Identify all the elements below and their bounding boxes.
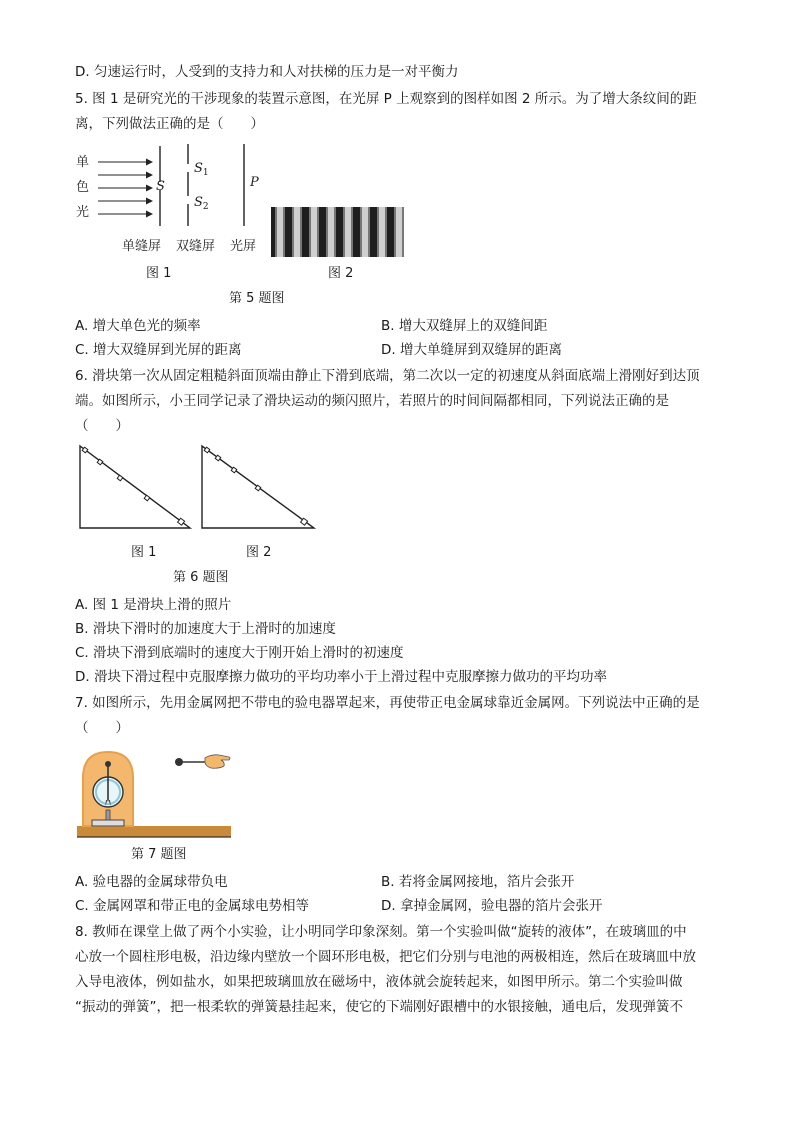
q6-stem-line1: 6. 滑块第一次从固定粗糙斜面顶端由静止下滑到底端，第二次以一定的初速度从斜面底端上滑刚好到达顶 [75,368,700,384]
label-p: P [250,175,259,190]
q5-figure1-apparatus [72,142,272,254]
q5-option-c: C. 增大双缝屏到光屏的距离 [75,342,242,358]
electroscope-knob [105,761,111,767]
q6-figure2-incline [200,444,320,530]
light-char-1: 单 [76,155,90,170]
q8-stem-line3: 入导电液体，例如盐水，如果把玻璃皿放在磁场中，液体就会旋转起来，如图甲所示。第二个实验叫做 [75,974,683,990]
q5-option-d: D. 增大单缝屏到双缝屏的距离 [381,342,562,358]
q5-option-a: A. 增大单色光的频率 [75,318,201,334]
light-char-3: 光 [76,205,90,220]
q5-fig1-caption: 图 1 [146,266,172,281]
q8-stem-line2: 心放一个圆柱形电极，沿边缘内壁放一个圆环形电极，把它们分别与电池的两极相连，然后在玻璃皿中放 [75,949,696,965]
q7-option-b: B. 若将金属网接地，箔片会张开 [381,874,575,890]
charged-metal-ball [175,755,230,768]
q6-option-b: B. 滑块下滑时的加速度大于上滑时的加速度 [75,621,336,637]
q7-figure-electroscope [75,744,233,840]
label-s2: $S_2$ [194,195,209,212]
q7-option-d: D. 拿掉金属网，验电器的箔片会张开 [381,898,603,914]
q6-figure1-incline [78,444,194,530]
q7-figure-title: 第 7 题图 [131,847,187,862]
q8-stem-line4: “振动的弹簧”，把一根柔软的弹簧悬挂起来，使它的下端刚好跟槽中的水银接触，通电后，发现弹簧不 [75,999,683,1015]
q6-option-d: D. 滑块下滑过程中克服摩擦力做功的平均功率小于上滑过程中克服摩擦力做功的平均功率 [75,669,607,685]
q7-option-c: C. 金属网罩和带正电的金属球电势相等 [75,898,310,914]
q6-stem-line2: 端。如图所示，小王同学记录了滑块运动的频闪照片，若照片的时间间隔都相同，下列说法正确的是 [75,393,669,409]
q5-option-b: B. 增大双缝屏上的双缝间距 [381,318,548,334]
q5-stem-line2: 离，下列做法正确的是（ ） [75,116,264,132]
q4-option-d: D. 匀速运行时，人受到的支持力和人对扶梯的压力是一对平衡力 [75,64,459,80]
label-s1: $S_1$ [194,161,209,178]
q6-option-c: C. 滑块下滑到底端时的速度大于刚开始上滑时的初速度 [75,645,404,661]
q7-stem-line2: （ ） [75,720,129,736]
label-double-slit-screen: 双缝屏 [176,239,216,254]
q6-fig2-caption: 图 2 [246,545,272,560]
q5-figure-title: 第 5 题图 [229,291,285,306]
label-light-screen: 光屏 [230,239,257,254]
label-s: S [156,179,165,194]
q7-option-a: A. 验电器的金属球带负电 [75,874,228,890]
light-char-2: 色 [76,180,90,195]
label-single-slit-screen: 单缝屏 [122,239,162,254]
q6-stem-line3: （ ） [75,418,129,434]
q5-stem-line1: 5. 图 1 是研究光的干涉现象的装置示意图，在光屏 P 上观察到的图样如图 2 所示。为了增大条纹间的距 [75,91,697,107]
q8-stem-line1: 8. 教师在课堂上做了两个小实验，让小明同学印象深刻。第一个实验叫做“旋转的液体”，在玻璃皿的中 [75,924,687,940]
q5-figure2-fringes [271,207,404,257]
q6-figure-title: 第 6 题图 [173,570,229,585]
q7-stem-line1: 7. 如图所示，先用金属网把不带电的验电器罩起来，再使带正电金属球靠近金属网。下列说法中正确的是 [75,695,700,711]
q5-fig2-caption: 图 2 [328,266,354,281]
light-rays [98,162,152,214]
q6-option-a: A. 图 1 是滑块上滑的照片 [75,597,232,613]
q6-fig1-caption: 图 1 [131,545,157,560]
